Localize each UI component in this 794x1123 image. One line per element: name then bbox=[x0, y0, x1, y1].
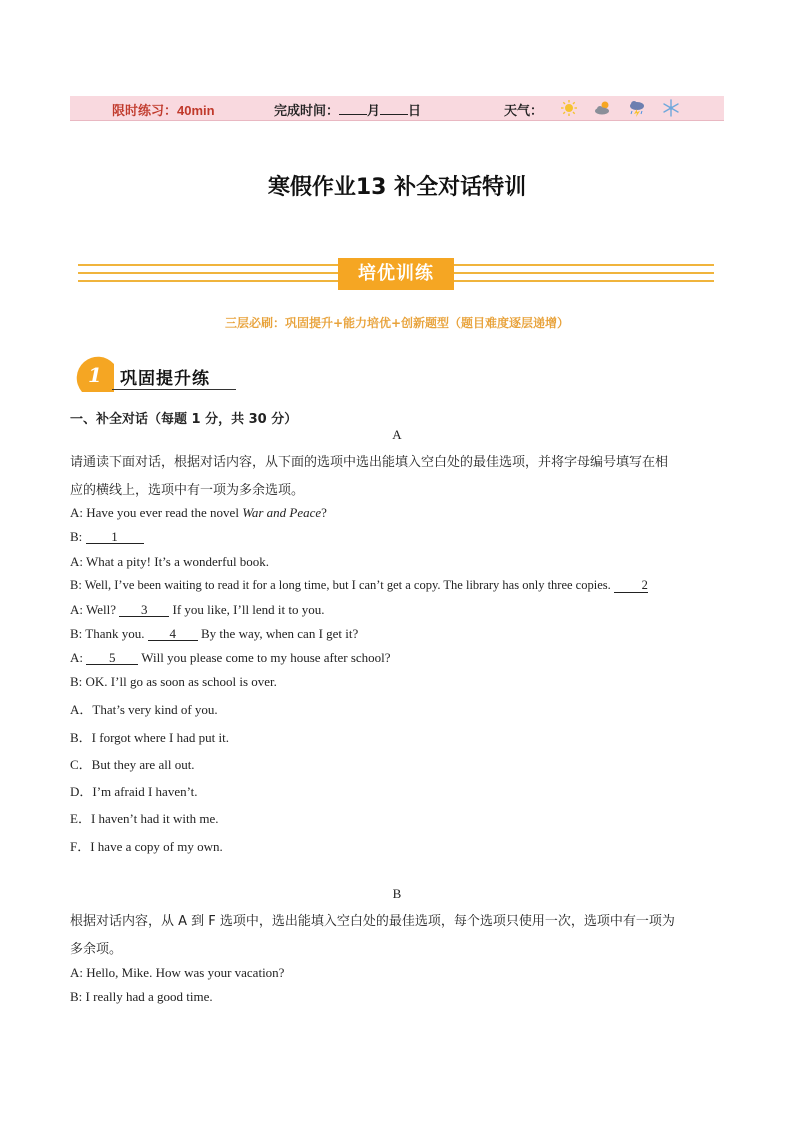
section-title: 巩固提升练 bbox=[120, 369, 210, 389]
passage-b-instruction: 多余项。 bbox=[70, 942, 123, 957]
option-item: B．I forgot where I had put it. bbox=[70, 730, 229, 745]
day-blank bbox=[380, 102, 408, 115]
finish-time bbox=[274, 100, 421, 119]
section-number: 1 bbox=[88, 363, 102, 387]
dialogue-line bbox=[70, 529, 144, 545]
dialogue-text: B: bbox=[70, 529, 86, 544]
option-item: C．But they are all out. bbox=[70, 757, 195, 772]
passage-b-instruction: 根据对话内容，从 A 到 F 选项中，选出能填入空白处的最佳选项，每个选项只使用一次，选项中有一项为 bbox=[70, 914, 675, 929]
option-item: A．That’s very kind of you. bbox=[70, 702, 218, 717]
answer-blank-1[interactable]: 1 bbox=[86, 530, 144, 544]
option-item: E．I haven’t had it with me. bbox=[70, 811, 219, 826]
answer-blank-3[interactable]: 3 bbox=[119, 603, 169, 617]
dialogue-text: A: Well? bbox=[70, 602, 120, 617]
dialogue-line: B: OK. I’ll go as soon as school is over. bbox=[70, 674, 277, 689]
time-limit-label: 限时练习：40min bbox=[112, 103, 215, 118]
passage-a-label: A bbox=[392, 427, 402, 442]
option-item: D．I’m afraid I haven’t. bbox=[70, 784, 198, 799]
dialogue-line bbox=[70, 578, 648, 593]
header-bar bbox=[70, 96, 724, 121]
dialogue-line bbox=[70, 505, 327, 521]
dialogue-text: If you like, I’ll lend it to you. bbox=[169, 602, 325, 617]
dialogue-text: B: Well, I’ve been waiting to read it for a long time, but I can’t get a copy. The library has only three copies. bbox=[70, 578, 614, 592]
banner-label: 培优训练 bbox=[338, 258, 454, 290]
dialogue-text: Will you please come to my house after school? bbox=[138, 650, 391, 665]
answer-blank-5[interactable]: 5 bbox=[86, 651, 138, 665]
section-underline bbox=[112, 389, 236, 390]
sun-icon bbox=[560, 99, 578, 117]
dialogue-text: By the way, when can I get it? bbox=[197, 626, 359, 641]
dialogue-line bbox=[70, 626, 358, 642]
month-label: 月 bbox=[367, 103, 381, 118]
finish-time-label: 完成时间： bbox=[274, 103, 340, 118]
dialogue-line: B: I really had a good time. bbox=[70, 989, 213, 1004]
dialogue-text: ? bbox=[321, 505, 327, 520]
dialogue-text: A: bbox=[70, 650, 87, 665]
novel-title: War and Peace bbox=[242, 505, 322, 520]
day-label: 日 bbox=[408, 103, 422, 118]
snowflake-icon bbox=[662, 99, 680, 117]
page-title: 寒假作业13 补全对话特训 bbox=[267, 175, 527, 200]
month-blank bbox=[339, 102, 367, 115]
dialogue-line bbox=[70, 602, 325, 618]
dialogue-text: A: Have you ever read the novel bbox=[70, 505, 243, 520]
passage-a-instruction: 应的横线上，选项中有一项为多余选项。 bbox=[70, 483, 305, 498]
answer-blank-2[interactable]: 2 bbox=[614, 579, 648, 593]
dialogue-line: A: Hello, Mike. How was your vacation? bbox=[70, 965, 285, 980]
cloudy-icon bbox=[594, 99, 612, 117]
passage-b-label: B bbox=[392, 886, 402, 901]
dialogue-text: B: Thank you. bbox=[70, 626, 148, 641]
storm-icon bbox=[628, 99, 646, 117]
passage-a-instruction: 请通读下面对话，根据对话内容，从下面的选项中选出能填入空白处的最佳选项，并将字母编号填写在相 bbox=[70, 455, 669, 470]
option-item: F．I have a copy of my own. bbox=[70, 839, 223, 854]
weather-label: 天气： bbox=[504, 103, 544, 118]
subtitle: 三层必刷：巩固提升+能力培优+创新题型（题目难度逐层递增） bbox=[224, 316, 570, 330]
dialogue-line bbox=[70, 650, 391, 666]
dialogue-line: A: What a pity! It’s a wonderful book. bbox=[70, 554, 270, 569]
answer-blank-4[interactable]: 4 bbox=[148, 627, 198, 641]
question-heading: 一、补全对话（每题 1 分，共 30 分） bbox=[70, 412, 298, 427]
